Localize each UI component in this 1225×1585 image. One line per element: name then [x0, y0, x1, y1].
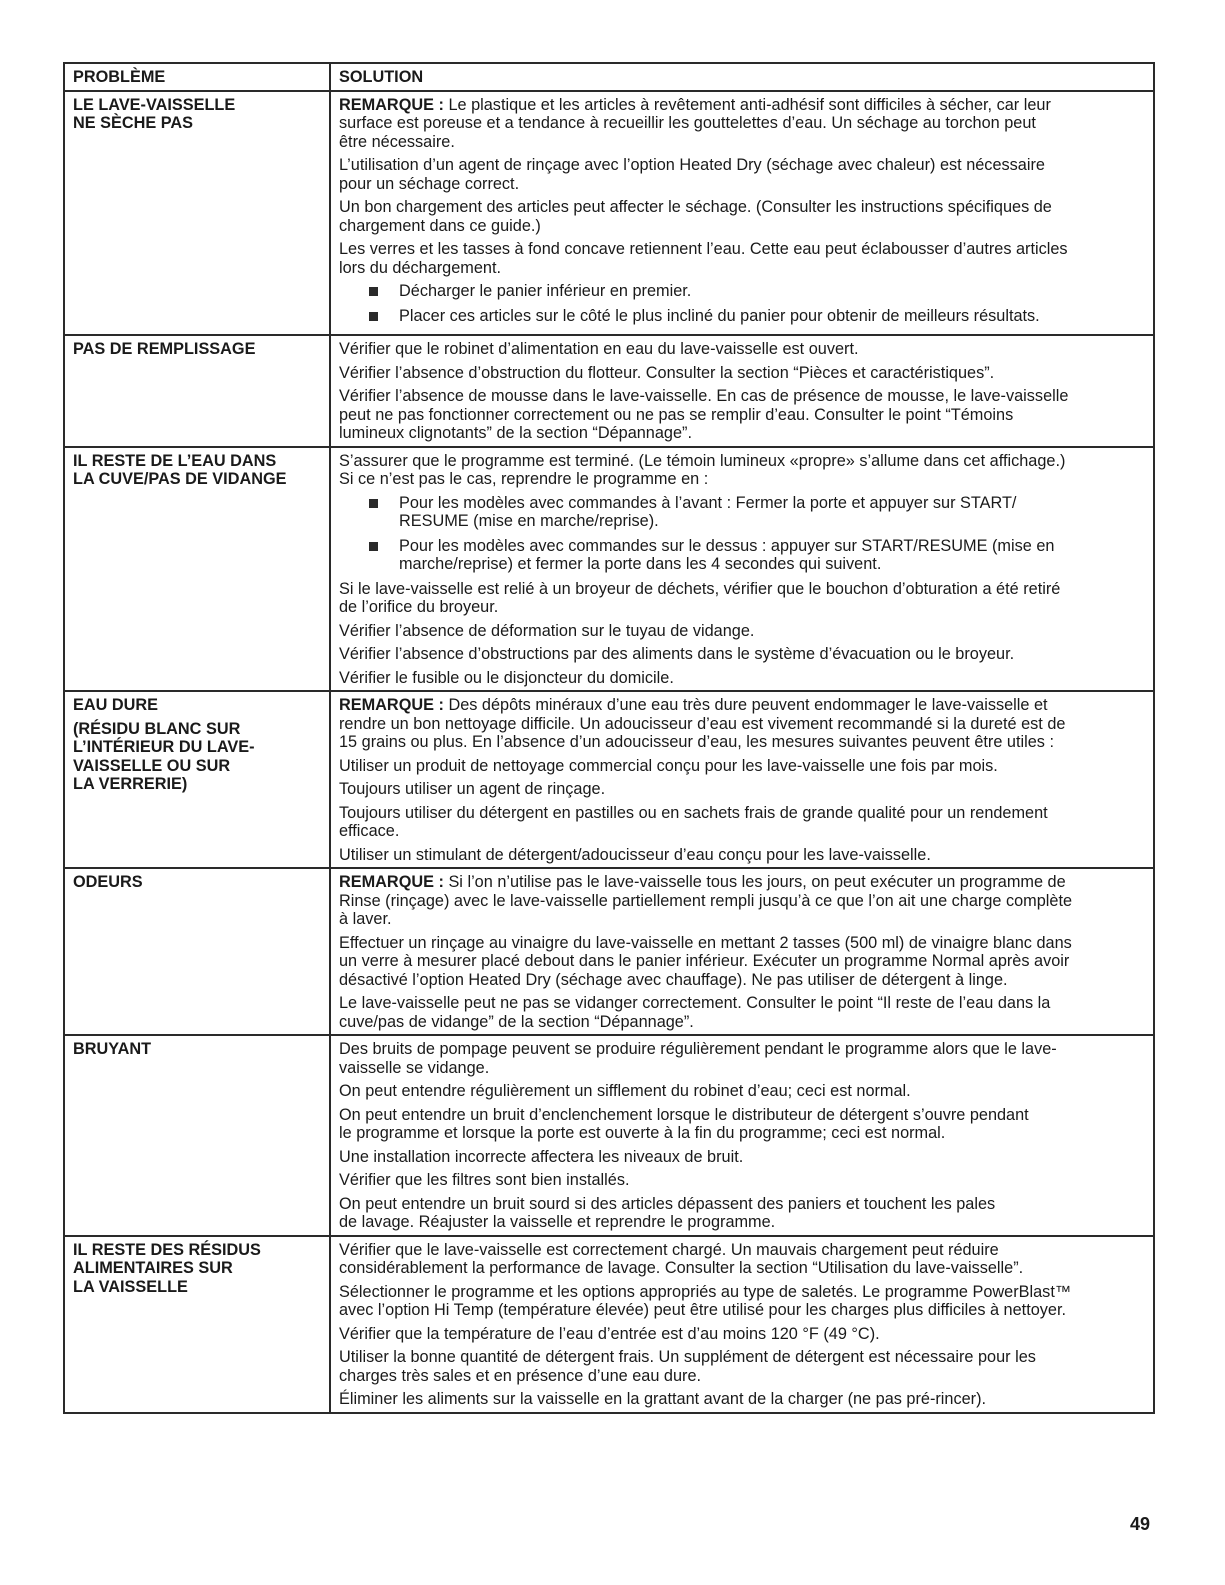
bullet-text: Placer ces articles sur le côté le plus incliné du panier pour obtenir de meilleurs résultats. — [399, 306, 1040, 325]
solution-paragraph — [339, 1040, 1145, 1077]
solution-cell — [330, 1035, 1154, 1236]
problem-title: IL RESTE DE L’EAU DANS LA CUVE/PAS DE VIDANGE — [73, 451, 287, 488]
square-bullet-icon — [369, 542, 378, 551]
solution-text: Vérifier l’absence de mousse dans le lave-vaisselle. En cas de présence de mousse, le lave-vaisselle peut ne pas fonctionner correctement ou ne pas se remplir d’eau. Consulter le point “Témoins lumineux clignotants” de la section “Dépannage”. — [339, 387, 1069, 442]
solution-bullet-item — [369, 537, 1145, 574]
problem-title: EAU DURE — [73, 696, 159, 714]
solution-paragraph — [339, 622, 1145, 641]
header-solution: SOLUTION — [330, 63, 1154, 91]
solution-paragraph — [339, 934, 1145, 990]
problem-cell — [64, 447, 330, 692]
solution-text: Effectuer un rinçage au vinaigre du lave-vaisselle en mettant 2 tasses (500 ml) de vinaigre blanc dans un verre à mesurer placé debout dans le panier inférieur. Exécuter un programme Normal après avoir désactivé l’option Heated Dry (séchage avec chauffage). Ne pas utiliser de détergent à linge. — [339, 933, 1072, 989]
bullet-text: Pour les modèles avec commandes sur le dessus : appuyer sur START/RESUME (mise en marche/reprise) et fermer la porte dans les 4 secondes qui suivent. — [399, 536, 1055, 573]
problem-title: PAS DE REMPLISSAGE — [73, 340, 256, 358]
table-row — [64, 691, 1154, 868]
solution-cell — [330, 91, 1154, 336]
solution-paragraph — [339, 1241, 1145, 1278]
solution-text: Sélectionner le programme et les options appropriés au type de saletés. Le programme PowerBlast™ avec l’option Hi Temp (température élevée) peut être utilisé pour les charges plus difficiles à nettoyer. — [339, 1282, 1072, 1319]
solution-paragraph — [339, 156, 1145, 193]
bullet-text: Décharger le panier inférieur en premier. — [399, 282, 692, 300]
header-problem: PROBLÈME — [64, 63, 330, 91]
problem-title: BRUYANT — [73, 1040, 152, 1058]
solution-text: Si l’on n’utilise pas le lave-vaisselle tous les jours, on peut exécuter un programme de Rinse (rinçage) avec le lave-vaisselle partiellement rempli jusqu’à ce que l’on ait une charge complète à laver. — [339, 873, 1073, 928]
solution-paragraph — [339, 580, 1145, 617]
solution-paragraph — [339, 340, 1145, 359]
solution-text: Vérifier que la température de l’eau d’entrée est d’au moins 120 °F (49 °C). — [339, 1324, 880, 1343]
solution-text: Vérifier le fusible ou le disjoncteur du domicile. — [339, 668, 674, 687]
solution-paragraph — [339, 1195, 1145, 1232]
solution-bullet-item — [369, 494, 1145, 531]
solution-text: On peut entendre un bruit sourd si des articles dépassent des paniers et touchent les pales de lavage. Réajuster la vaisselle et reprendre le programme. — [339, 1194, 996, 1231]
solution-paragraph — [339, 1283, 1145, 1320]
bullet-text: Pour les modèles avec commandes à l’avant : Fermer la porte et appuyer sur START/ RESUME (mise en marche/reprise). — [399, 493, 1017, 530]
solution-text: Utiliser un produit de nettoyage commercial conçu pour les lave-vaisselle une fois par mois. — [339, 756, 998, 775]
problem-title: IL RESTE DES RÉSIDUS ALIMENTAIRES SUR LA VAISSELLE — [73, 1240, 261, 1296]
solution-paragraph — [339, 198, 1145, 235]
solution-text: S’assurer que le programme est terminé. (Le témoin lumineux «propre» s’allume dans cet affichage.) Si ce n’est pas le cas, reprendre le programme en : — [339, 451, 1066, 488]
solution-text: Si le lave-vaisselle est relié à un broyeur de déchets, vérifier que le bouchon d’obturation a été retiré de l’orifice du broyeur. — [339, 579, 1061, 616]
solution-text: Vérifier l’absence d’obstruction du flotteur. Consulter la section “Pièces et caractéristiques”. — [339, 363, 995, 382]
solution-cell — [330, 335, 1154, 447]
solution-text: On peut entendre régulièrement un sifflement du robinet d’eau; ceci est normal. — [339, 1082, 911, 1100]
table-row — [64, 91, 1154, 336]
solution-text: Utiliser un stimulant de détergent/adoucisseur d’eau conçu pour les lave-vaisselle. — [339, 845, 931, 864]
solution-paragraph — [339, 994, 1145, 1031]
solution-paragraph — [339, 1325, 1145, 1344]
solution-paragraph — [339, 1390, 1145, 1409]
problem-cell — [64, 691, 330, 868]
solution-paragraph — [339, 804, 1145, 841]
solution-paragraph — [339, 387, 1145, 443]
problem-title: LE LAVE-VAISSELLE NE SÈCHE PAS — [73, 95, 236, 132]
troubleshooting-table — [63, 62, 1155, 1414]
solution-cell — [330, 868, 1154, 1035]
problem-cell — [64, 1035, 330, 1236]
solution-text: Le plastique et les articles à revêtement anti-adhésif sont difficiles à sécher, car leur surface est poreuse et a tendance à recueillir les gouttelettes d’eau. Un séchage au torchon peut être nécessaire. — [339, 95, 1051, 151]
solution-text: Vérifier l’absence de déformation sur le tuyau de vidange. — [339, 621, 755, 640]
solution-paragraph — [339, 696, 1145, 752]
solution-bullet-list — [339, 282, 1145, 325]
square-bullet-icon — [369, 499, 378, 508]
solution-paragraph — [339, 1148, 1145, 1167]
solution-paragraph — [339, 846, 1145, 865]
solution-text: L’utilisation d’un agent de rinçage avec l’option Heated Dry (séchage avec chaleur) est nécessaire pour un séchage correct. — [339, 156, 1045, 193]
solution-paragraph — [339, 96, 1145, 152]
solution-text: Vérifier que le robinet d’alimentation en eau du lave-vaisselle est ouvert. — [339, 340, 859, 358]
troubleshooting-sheet — [63, 62, 1153, 1414]
solution-paragraph — [339, 1106, 1145, 1143]
problem-title: ODEURS — [73, 873, 143, 891]
table-body — [64, 91, 1154, 1413]
solution-bullet-item — [369, 307, 1145, 326]
solution-paragraph — [339, 669, 1145, 688]
solution-text: On peut entendre un bruit d’enclenchement lorsque le distributeur de détergent s’ouvre pendant le programme et lorsque la porte est ouverte à la fin du programme; ceci est normal. — [339, 1105, 1029, 1142]
solution-text: Vérifier que le lave-vaisselle est correctement chargé. Un mauvais chargement peut réduire considérablement la performance de lavage. Consulter la section “Utilisation du lave-vaisselle”. — [339, 1240, 1024, 1277]
solution-text: Une installation incorrecte affectera les niveaux de bruit. — [339, 1147, 744, 1166]
solution-text: Éliminer les aliments sur la vaisselle en la grattant avant de la charger (ne pas pré-rincer). — [339, 1390, 987, 1408]
note-label: REMARQUE : — [339, 873, 444, 891]
note-label: REMARQUE : — [339, 95, 444, 114]
solution-cell — [330, 447, 1154, 692]
table-row — [64, 335, 1154, 447]
problem-cell — [64, 335, 330, 447]
solution-text: Un bon chargement des articles peut affecter le séchage. (Consulter les instructions spécifiques de chargement dans ce guide.) — [339, 198, 1052, 235]
solution-text: Utiliser la bonne quantité de détergent frais. Un supplément de détergent est nécessaire pour les charges très sales et en présence d’une eau dure. — [339, 1348, 1036, 1385]
solution-text: Des dépôts minéraux d’une eau très dure peuvent endommager le lave-vaisselle et rendre un bon nettoyage difficile. Un adoucisseur d’eau est vivement recommandé si la dureté est de 15 grains ou plus. En l’absence d’un adoucisseur d’eau, les mesures suivantes peuvent être utiles : — [339, 696, 1066, 751]
solution-text: Toujours utiliser du détergent en pastilles ou en sachets frais de grande qualité pour un rendement efficace. — [339, 803, 1048, 840]
solution-text: Le lave-vaisselle peut ne pas se vidanger correctement. Consulter le point “Il reste de l’eau dans la cuve/pas de vidange” de la section “Dépannage”. — [339, 994, 1051, 1031]
problem-subtitle: (RÉSIDU BLANC SUR L’INTÉRIEUR DU LAVE- VAISSELLE OU SUR LA VERRERIE) — [73, 719, 255, 793]
problem-cell — [64, 868, 330, 1035]
solution-paragraph — [339, 1082, 1145, 1101]
problem-cell — [64, 91, 330, 336]
solution-cell — [330, 1236, 1154, 1413]
page-number: 49 — [1129, 1514, 1150, 1534]
solution-text: Toujours utiliser un agent de rinçage. — [339, 780, 606, 798]
table-row — [64, 868, 1154, 1035]
problem-cell — [64, 1236, 330, 1413]
solution-paragraph — [339, 645, 1145, 664]
solution-paragraph — [339, 1171, 1145, 1190]
solution-text: Vérifier que les filtres sont bien installés. — [339, 1171, 630, 1189]
solution-paragraph — [339, 780, 1145, 799]
solution-text: Des bruits de pompage peuvent se produire régulièrement pendant le programme alors que le lave- vaisselle se vidange. — [339, 1040, 1057, 1077]
solution-paragraph — [339, 364, 1145, 383]
solution-paragraph — [339, 240, 1145, 277]
table-row — [64, 447, 1154, 692]
solution-text: Vérifier l’absence d’obstructions par des aliments dans le système d’évacuation ou le broyeur. — [339, 645, 1015, 663]
square-bullet-icon — [369, 312, 378, 321]
table-header-row — [64, 63, 1154, 91]
table-row — [64, 1035, 1154, 1236]
solution-paragraph — [339, 873, 1145, 929]
note-label: REMARQUE : — [339, 696, 444, 714]
solution-paragraph — [339, 1348, 1145, 1385]
solution-bullet-item — [369, 282, 1145, 301]
solution-text: Les verres et les tasses à fond concave retiennent l’eau. Cette eau peut éclabousser d’autres articles lors du déchargement. — [339, 240, 1068, 277]
solution-paragraph — [339, 452, 1145, 489]
solution-paragraph — [339, 757, 1145, 776]
table-row — [64, 1236, 1154, 1413]
solution-cell — [330, 691, 1154, 868]
square-bullet-icon — [369, 287, 378, 296]
solution-bullet-list — [339, 494, 1145, 574]
